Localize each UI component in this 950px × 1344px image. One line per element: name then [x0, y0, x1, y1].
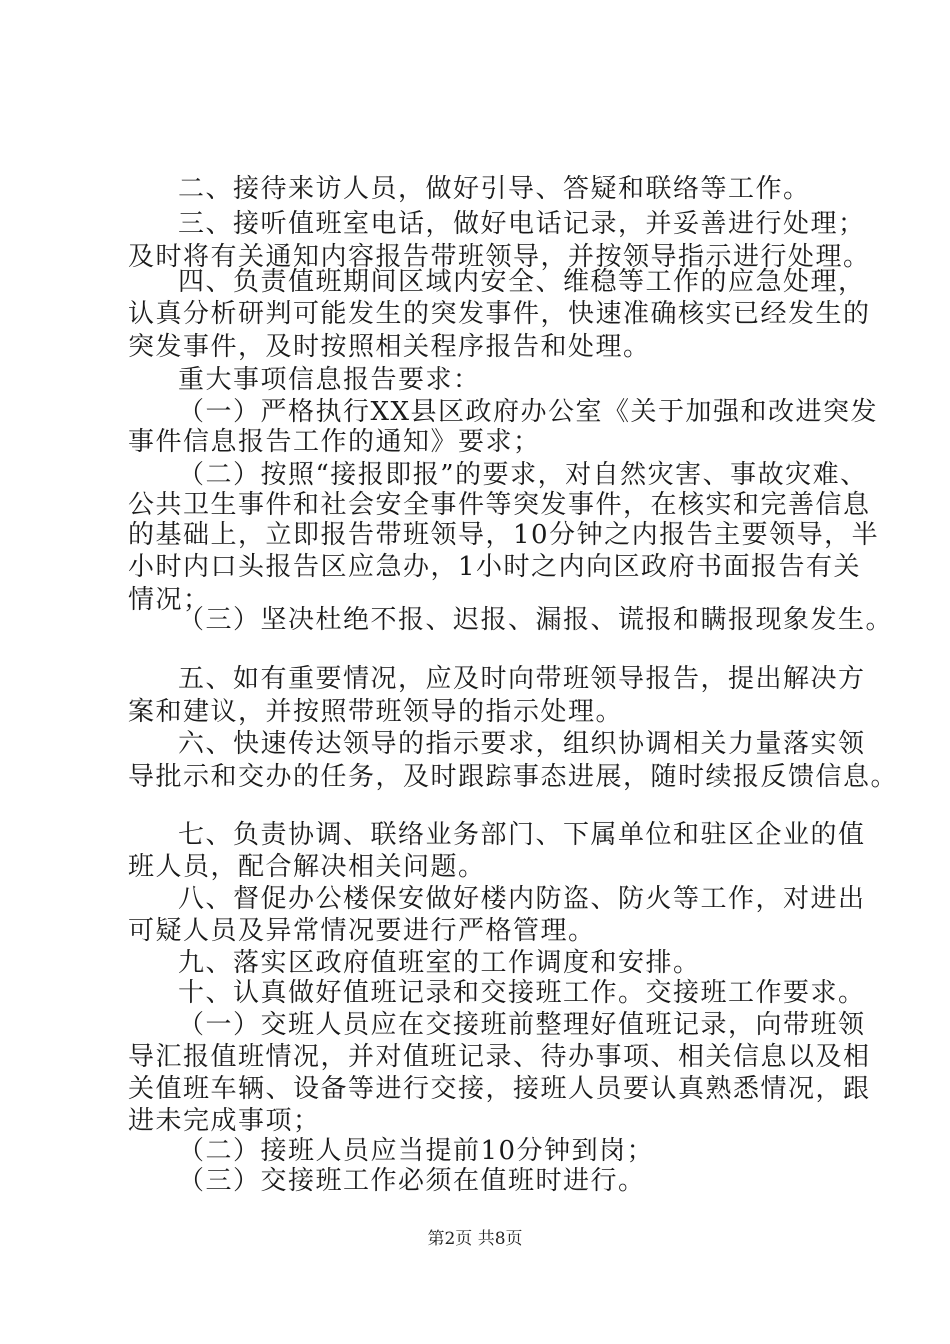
- paragraph-line: （二）按照“接报即报”的要求，对自然灾害、事故灾难、: [178, 460, 868, 490]
- paragraph-line: （三）坚决杜绝不报、迟报、漏报、谎报和瞒报现象发生。: [178, 605, 894, 635]
- paragraph-line: 班人员，配合解决相关问题。: [128, 852, 486, 882]
- page-number-footer: 第2页 共8页: [427, 1229, 523, 1249]
- paragraph-line: 小时内口头报告区应急办，1小时之内向区政府书面报告有关: [128, 552, 862, 582]
- paragraph-line: 的基础上，立即报告带班领导，10分钟之内报告主要领导，半: [128, 520, 880, 550]
- paragraph-line: 关值班车辆、设备等进行交接，接班人员要认真熟悉情况，跟: [128, 1074, 871, 1104]
- paragraph-line: 十、认真做好值班记录和交接班工作。交接班工作要求。: [178, 978, 866, 1008]
- paragraph-line: 四、负责值班期间区域内安全、维稳等工作的应急处理，: [178, 267, 866, 297]
- paragraph-line: 八、督促办公楼保安做好楼内防盗、防火等工作，对进出: [178, 884, 866, 914]
- paragraph-line: 及时将有关通知内容报告带班领导，并按领导指示进行处理。: [128, 242, 871, 272]
- paragraph-line: 三、接听值班室电话，做好电话记录，并妥善进行处理；: [178, 209, 866, 239]
- paragraph-line: （一）交班人员应在交接班前整理好值班记录，向带班领: [178, 1010, 866, 1040]
- paragraph-line: 导批示和交办的任务，及时跟踪事态进展，随时续报反馈信息。: [128, 762, 899, 792]
- paragraph-line: 九、落实区政府值班室的工作调度和安排。: [178, 948, 701, 978]
- paragraph-line: （二）接班人员应当提前10分钟到岗；: [178, 1136, 655, 1166]
- paragraph-line: 情况；: [128, 585, 211, 615]
- paragraph-line: 二、接待来访人员，做好引导、答疑和联络等工作。: [178, 174, 811, 204]
- paragraph-line: 五、如有重要情况，应及时向带班领导报告，提出解决方: [178, 664, 866, 694]
- paragraph-line: 可疑人员及异常情况要进行严格管理。: [128, 916, 596, 946]
- paragraph-line: 进未完成事项；: [128, 1106, 321, 1136]
- paragraph-line: 七、负责协调、联络业务部门、下属单位和驻区企业的值: [178, 820, 866, 850]
- paragraph-line: 突发事件，及时按照相关程序报告和处理。: [128, 332, 651, 362]
- paragraph-line: 案和建议，并按照带班领导的指示处理。: [128, 697, 624, 727]
- paragraph-line: 导汇报值班情况，并对值班记录、待办事项、相关信息以及相: [128, 1042, 871, 1072]
- paragraph-line: （一）严格执行XX县区政府办公室《关于加强和改进突发: [178, 397, 879, 427]
- paragraph-line: 重大事项信息报告要求：: [178, 365, 481, 395]
- paragraph-line: 公共卫生事件和社会安全事件等突发事件，在核实和完善信息: [128, 490, 871, 520]
- paragraph-line: 认真分析研判可能发生的突发事件，快速准确核实已经发生的: [128, 299, 871, 329]
- paragraph-line: （三）交接班工作必须在值班时进行。: [178, 1166, 646, 1196]
- paragraph-line: 事件信息报告工作的通知》要求；: [128, 427, 541, 457]
- paragraph-line: 六、快速传达领导的指示要求，组织协调相关力量落实领: [178, 729, 866, 759]
